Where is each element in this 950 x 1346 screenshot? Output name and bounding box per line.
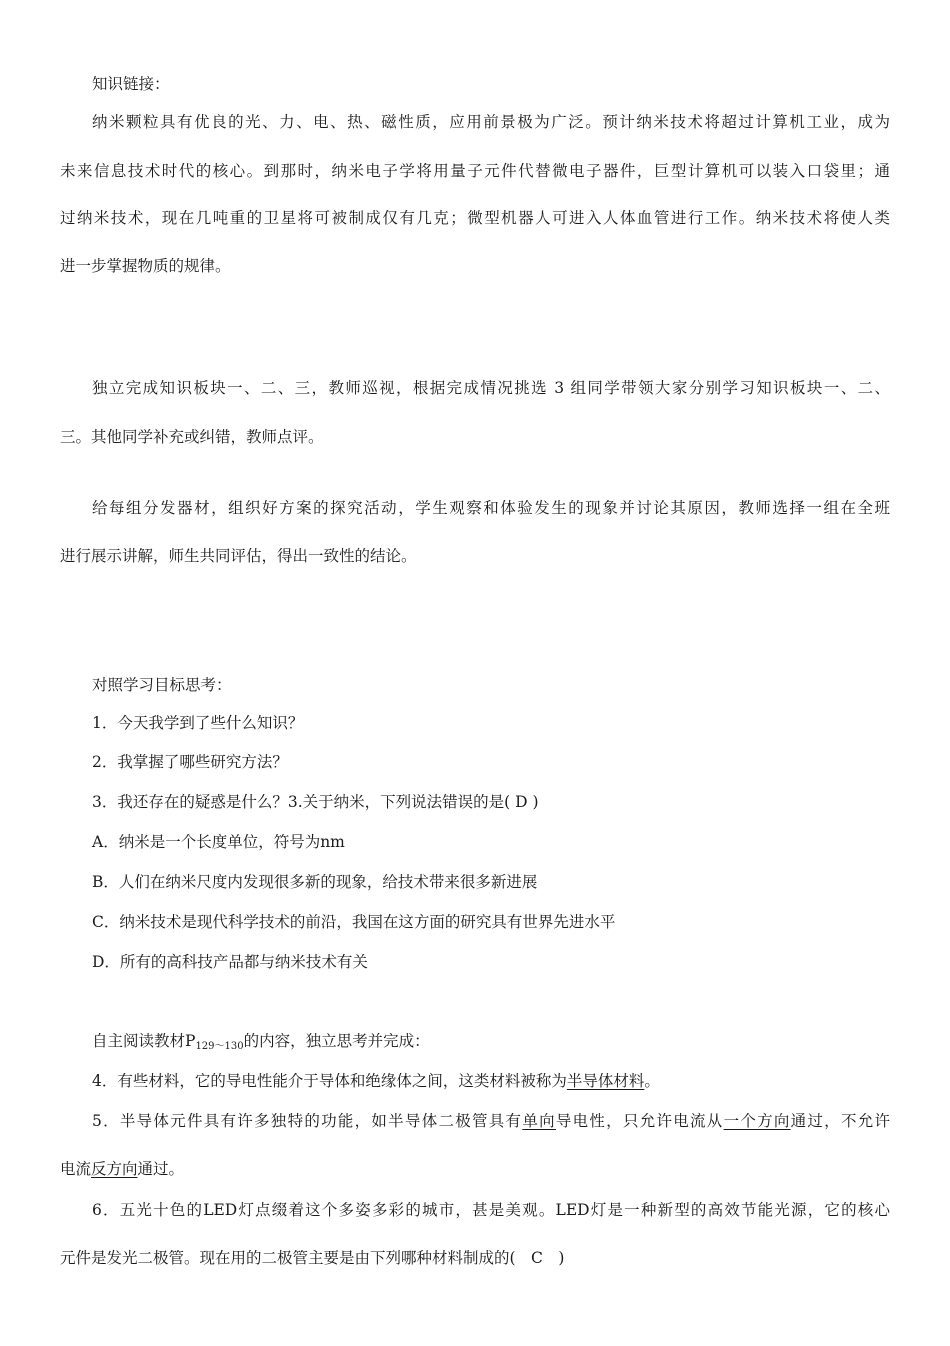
teaching-1-line-1: 独立完成知识板块一、二、三，教师巡视，根据完成情况挑选 3 组同学带领大家分别学习知识板块一、二、 [92,379,890,397]
teaching-2-line-2: 进行展示讲解，师生共同评估，得出一致性的结论。 [60,547,417,565]
question-5-answer-2: 一个方向 [723,1112,791,1130]
question-5-text-c: 通过，不允许 [790,1112,890,1130]
question-5-line-1 [92,1111,890,1131]
reading-intro-rest: 的内容，独立思考并完成： [243,1032,430,1050]
option-d: D．所有的高科技产品都与纳米技术有关 [92,953,368,971]
question-5-line-2 [60,1159,184,1179]
question-5-text-d: 电流 [60,1160,92,1178]
knowledge-link-line-1: 纳米颗粒具有优良的光、力、电、热、磁性质，应用前景极为广泛。预计纳米技术将超过计算机工业，成为 [92,113,890,131]
reflection-question-3: 3．我还存在的疑惑是什么？3.关于纳米，下列说法错误的是( D ) [92,793,539,811]
option-a: A．纳米是一个长度单位，符号为nm [92,833,345,851]
reflection-question-1: 1．今天我学到了些什么知识？ [92,714,304,732]
question-4 [92,1071,660,1091]
question-6-line-2: 元件是发光二极管。现在用的二极管主要是由下列哪种材料制成的( C ) [60,1249,565,1267]
knowledge-link-line-4: 进一步掌握物质的规律。 [60,257,231,275]
question-5-answer-3: 反方向 [91,1160,138,1178]
knowledge-link-line-3: 过纳米技术，现在几吨重的卫星将可被制成仅有几克；微型机器人可进入人体血管进行工作。纳米技术将使人类 [60,209,890,227]
knowledge-link-heading: 知识链接： [92,75,170,93]
option-c: C．纳米技术是现代科学技术的前沿，我国在这方面的研究具有世界先进水平 [92,913,616,931]
question-5-text-e: 通过。 [137,1160,185,1178]
question-4-answer: 半导体材料 [566,1072,645,1090]
teaching-2-line-1: 给每组分发器材，组织好方案的探究活动，学生观察和体验发生的现象并讨论其原因，教师选择一组在全班 [92,499,890,517]
question-5-text-a: 5．半导体元件具有许多独特的功能，如半导体二极管具有 [92,1112,523,1130]
question-4-text: 4．有些材料，它的导电性能介于导体和绝缘体之间，这类材料被称为 [92,1072,567,1090]
option-b: B．人们在纳米尺度内发现很多新的现象，给技术带来很多新进展 [92,873,538,891]
question-5-text-b: 导电性，只允许电流从 [555,1112,724,1130]
reflection-heading: 对照学习目标思考： [92,676,232,694]
page-range: 129～130 [195,1041,244,1052]
reading-intro [92,1031,430,1057]
question-5-answer-1: 单向 [522,1112,556,1130]
teaching-1-line-2: 三。其他同学补充或纠错，教师点评。 [60,428,324,446]
knowledge-link-line-2: 未来信息技术时代的核心。到那时，纳米电子学将用量子元件代替微电子器件，巨型计算机可以装入口袋里；通 [60,162,890,180]
reflection-question-2: 2．我掌握了哪些研究方法？ [92,753,288,771]
reading-intro-text: 自主阅读教材P [92,1032,196,1050]
question-4-end: 。 [644,1072,660,1090]
question-6-line-1: 6．五光十色的LED灯点缀着这个多姿多彩的城市，甚是美观。LED灯是一种新型的高效节能光源，它的核心 [92,1201,890,1219]
